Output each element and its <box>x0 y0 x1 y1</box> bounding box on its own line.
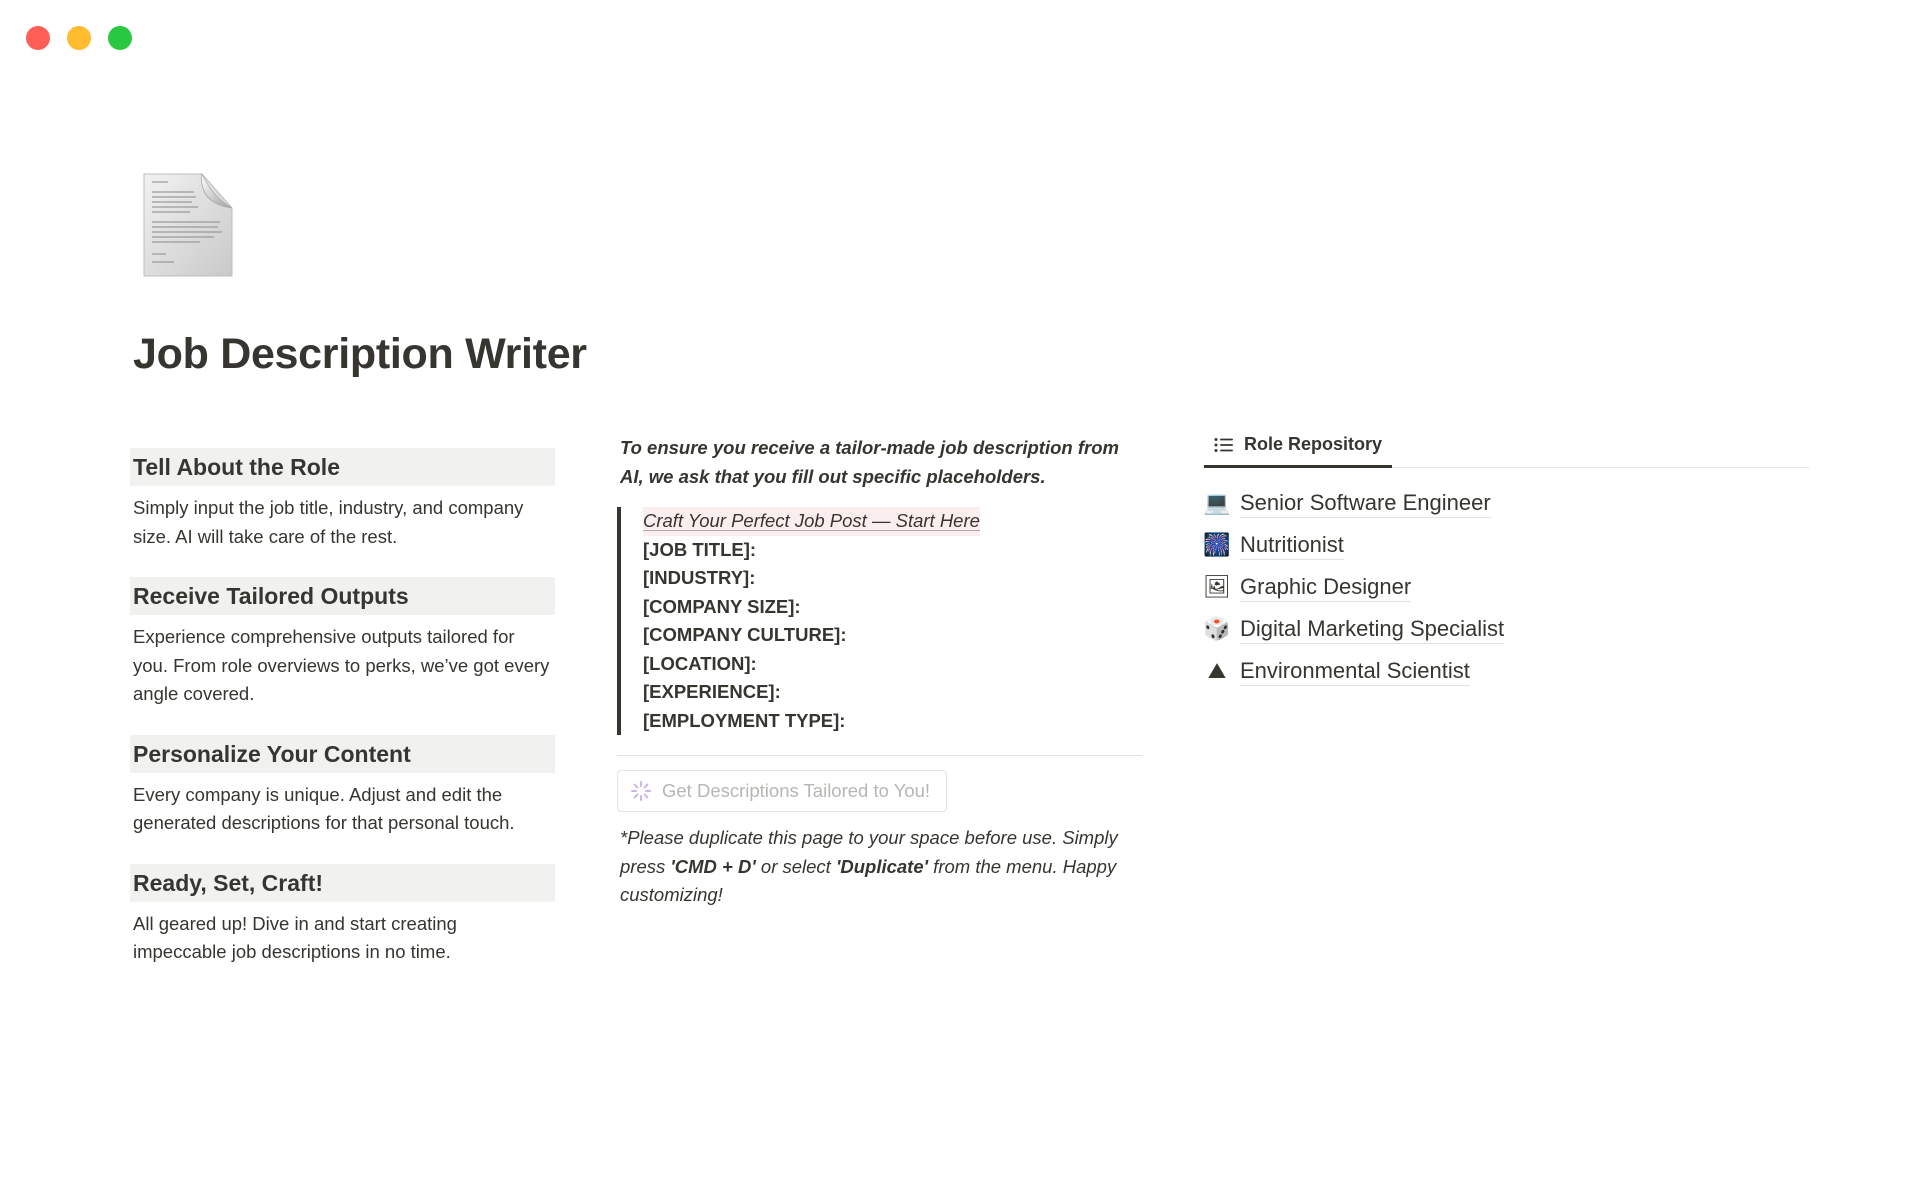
feature-heading[interactable]: Tell About the Role <box>130 448 555 486</box>
view-tabs <box>1204 424 1810 468</box>
feature-block <box>130 577 555 709</box>
note-part3: from the menu. Happy customizing! <box>620 855 1117 905</box>
feature-heading[interactable]: Receive Tailored Outputs <box>130 577 555 615</box>
ai-generate-button[interactable] <box>617 770 947 812</box>
role-label[interactable]: Nutritionist <box>1240 531 1344 560</box>
note-shortcut: 'CMD + D' <box>670 855 756 877</box>
ai-sparkle-icon <box>630 780 652 802</box>
ai-generate-button-label: Get Descriptions Tailored to You! <box>662 780 931 801</box>
list-icon <box>1214 437 1234 453</box>
role-item-nutritionist[interactable] <box>1204 524 1810 566</box>
framed-picture-icon: 🖼 <box>1203 574 1231 599</box>
role-item-environmental-scientist[interactable] <box>1204 650 1810 692</box>
role-label[interactable]: Senior Software Engineer <box>1240 489 1491 518</box>
tab-label: Role Repository <box>1244 434 1383 454</box>
maximize-window-button[interactable] <box>108 26 132 50</box>
fireworks-icon: 🎆 <box>1203 532 1231 557</box>
note-part2: or select <box>755 855 836 877</box>
divider <box>617 755 1142 756</box>
window-controls <box>26 26 132 50</box>
role-item-senior-software-engineer[interactable] <box>1204 482 1810 524</box>
role-repository <box>1204 424 1810 692</box>
role-label[interactable]: Digital Marketing Specialist <box>1240 615 1504 644</box>
mountain-icon: ⛰ <box>1207 658 1227 683</box>
intro-text[interactable]: To ensure you receive a tailor-made job description from AI, we ask that you fill out specific placeholders. <box>620 437 1119 487</box>
placeholder-experience[interactable]: [EXPERIENCE]: <box>643 681 781 702</box>
note-part1: *Please duplicate this page to your space before use. Simply press <box>620 827 1118 877</box>
close-window-button[interactable] <box>26 26 50 50</box>
placeholder-quote <box>617 507 1142 735</box>
role-list <box>1204 482 1810 692</box>
placeholder-company-culture[interactable]: [COMPANY CULTURE]: <box>643 624 847 645</box>
tab-role-repository[interactable] <box>1204 424 1392 468</box>
page-title[interactable]: Job Description Writer <box>133 330 587 378</box>
feature-text[interactable]: Experience comprehensive outputs tailored for you. From role overviews to perks, we’ve got every angle covered. <box>133 626 550 704</box>
placeholder-location[interactable]: [LOCATION]: <box>643 652 757 674</box>
minimize-window-button[interactable] <box>67 26 91 50</box>
placeholder-employment-type[interactable]: [EMPLOYMENT TYPE]: <box>643 709 846 731</box>
feature-block <box>130 735 555 838</box>
role-item-graphic-designer[interactable] <box>1204 566 1810 608</box>
note-action: 'Duplicate' <box>835 855 929 877</box>
feature-heading[interactable]: Ready, Set, Craft! <box>130 864 555 902</box>
role-item-digital-marketing-specialist[interactable] <box>1204 608 1810 650</box>
feature-text[interactable]: Simply input the job title, industry, and company size. AI will take care of the rest. <box>133 497 524 547</box>
document-page-icon[interactable] <box>140 170 240 280</box>
feature-block <box>130 448 555 551</box>
feature-text[interactable]: All geared up! Dive in and start creating impeccable job descriptions in no time. <box>133 912 457 962</box>
dice-icon: 🎲 <box>1203 616 1231 641</box>
laptop-icon: 💻 <box>1203 490 1231 515</box>
role-label[interactable]: Graphic Designer <box>1240 573 1411 602</box>
prompt-column <box>617 434 1142 910</box>
placeholder-industry[interactable]: [INDUSTRY]: <box>643 567 756 588</box>
placeholder-company-size[interactable]: [COMPANY SIZE]: <box>643 595 801 617</box>
feature-text[interactable]: Every company is unique. Adjust and edit the generated descriptions for that personal touch. <box>133 783 515 833</box>
feature-heading[interactable]: Personalize Your Content <box>130 735 555 773</box>
role-label[interactable]: Environmental Scientist <box>1240 657 1470 686</box>
feature-block <box>130 864 555 967</box>
start-here-link[interactable]: Craft Your Perfect Job Post — Start Here <box>643 507 980 536</box>
features-column <box>130 448 555 993</box>
duplicate-note[interactable] <box>617 824 1142 910</box>
placeholder-job-title[interactable]: [JOB TITLE]: <box>643 538 757 560</box>
